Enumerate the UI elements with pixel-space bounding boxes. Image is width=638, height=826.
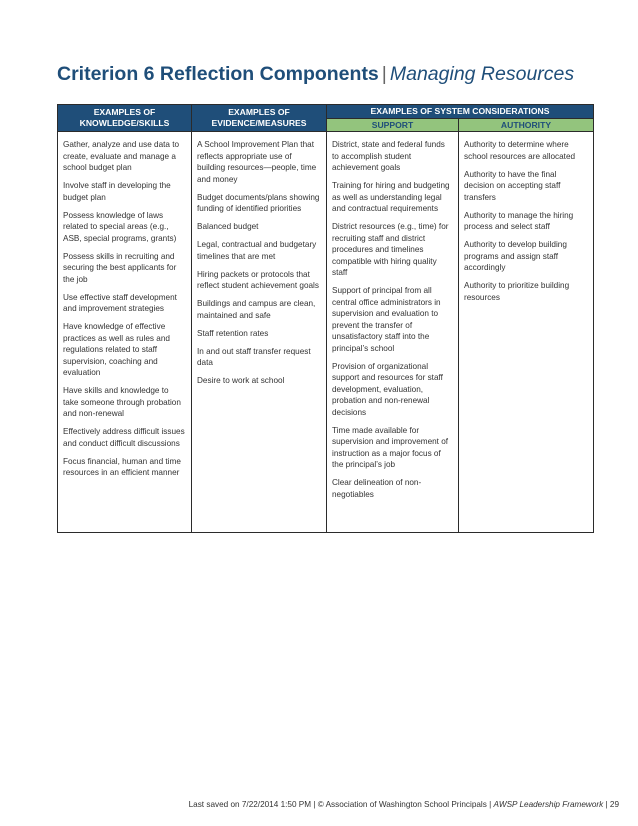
authority-item: Authority to have the final decision on accepting staff transfers (464, 169, 561, 202)
evidence-item: Budget documents/plans showing funding of identified priorities (197, 192, 320, 213)
subheader-support: SUPPORT (327, 119, 459, 132)
authority-item: Authority to prioritize building resources (464, 281, 570, 302)
footer-page-number: | 29 (605, 800, 619, 809)
evidence-column (192, 132, 327, 533)
support-item: Provision of organizational support and resources for staff development, evaluation, probation and non-renewal decisions (332, 361, 443, 417)
knowledge-item: Involve staff in developing the budget plan (63, 181, 171, 202)
knowledge-item: Have knowledge of effective practices as well as rules and regulations related to staff supervision, coaching and evaluation (63, 322, 170, 377)
knowledge-item: Gather, analyze and use data to create, evaluate and manage a school budget plan (63, 140, 180, 172)
title-separator: | (381, 63, 387, 85)
knowledge-item: Have skills and knowledge to take someone through probation and non-renewal (63, 386, 181, 418)
subheader-authority: AUTHORITY (459, 119, 594, 132)
support-item: District resources (e.g., time) for recruiting staff and district procedures and timelines compatible with hiring quality staff (332, 222, 449, 277)
footer-text: Last saved on 7/22/2014 1:50 PM | © Association of Washington School Principals | (188, 800, 492, 809)
header-knowledge-skills: EXAMPLES OF KNOWLEDGE/SKILLS (58, 105, 192, 132)
support-item: Time made available for supervision and improvement of instruction as a major focus of the principal’s job (332, 425, 449, 469)
knowledge-item: Possess skills in recruiting and securing the best applicants for the job (63, 251, 177, 284)
support-item: District, state and federal funds to accomplish student achievement goals (332, 140, 445, 172)
page-title (57, 63, 574, 86)
authority-item: Authority to manage the hiring process and select staff (464, 210, 574, 231)
header-system-considerations: EXAMPLES OF SYSTEM CONSIDERATIONS (327, 105, 594, 119)
evidence-item: Hiring packets or protocols that reflect student achievement goals (197, 269, 319, 290)
evidence-item: A School Improvement Plan that reflects appropriate use of building resources—people, time and money (197, 140, 317, 184)
evidence-item: Buildings and campus are clean, maintained and safe (197, 299, 316, 320)
support-item: Clear delineation of non-negotiables (332, 478, 422, 499)
knowledge-column (58, 132, 192, 533)
knowledge-item: Focus financial, human and time resources in an efficient manner (63, 456, 181, 477)
support-column (327, 132, 459, 533)
knowledge-item: Use effective staff development and improvement strategies (63, 292, 177, 313)
evidence-item: Legal, contractual and budgetary timelines that are met (197, 240, 317, 261)
title-main: Criterion 6 Reflection Components (57, 63, 379, 85)
evidence-item: Balanced budget (197, 222, 259, 231)
authority-item: Authority to determine where school resources are allocated (464, 140, 576, 161)
support-item: Support of principal from all central office administrators in supervision and evaluation to prevent the transfer of unsatisfactory staff into the principal’s school (332, 286, 441, 353)
support-item: Training for hiring and budgeting as well as understanding legal and contractual requirements (332, 181, 450, 213)
authority-item: Authority to develop building programs and assign staff accordingly (464, 240, 567, 272)
footer-framework-name: AWSP Leadership Framework (493, 800, 604, 809)
evidence-item: In and out staff transfer request data (197, 346, 311, 367)
evidence-item: Desire to work at school (197, 376, 285, 385)
page-footer (189, 800, 619, 809)
reflection-components-table (57, 104, 594, 533)
knowledge-item: Possess knowledge of laws related to special areas (e.g., ASB, special programs, grants) (63, 210, 177, 243)
knowledge-item: Effectively address difficult issues and conduct difficult discussions (63, 427, 185, 448)
evidence-item: Staff retention rates (197, 328, 269, 338)
authority-column (459, 132, 594, 533)
title-subtitle: Managing Resources (389, 63, 575, 85)
header-evidence-measures: EXAMPLES OF EVIDENCE/MEASURES (192, 105, 327, 132)
